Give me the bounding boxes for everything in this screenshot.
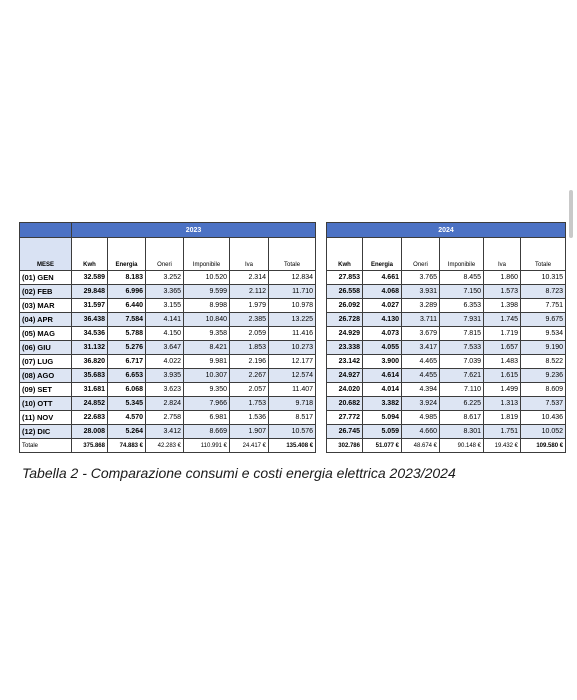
table-cell: 5.345 (108, 397, 146, 411)
table-cell: 2.758 (146, 411, 184, 425)
table-cell: 7.537 (521, 397, 566, 411)
table-cell: 26.728 (327, 313, 363, 327)
table-row (327, 327, 566, 341)
table-cell: 4.614 (363, 369, 402, 383)
table-cell: 3.935 (146, 369, 184, 383)
table-cell: 1.719 (484, 327, 521, 341)
table-cell: 8.455 (440, 271, 484, 285)
table-cell: 1.615 (484, 369, 521, 383)
table-cell: 6.068 (108, 383, 146, 397)
table-row (20, 397, 316, 411)
table-cell: 6.717 (108, 355, 146, 369)
table-cell: 4.660 (402, 425, 440, 439)
table-cell: 3.679 (402, 327, 440, 341)
table-cell: 2.314 (230, 271, 269, 285)
total-row (327, 439, 566, 453)
column-header-kwh: Kwh (72, 238, 108, 271)
table-cell: 26.558 (327, 285, 363, 299)
table-cell: 9.350 (184, 383, 230, 397)
table-cell: 27.772 (327, 411, 363, 425)
table-cell: 29.848 (72, 285, 108, 299)
table-cell: 7.751 (521, 299, 566, 313)
month-label: (08) AGO (20, 369, 72, 383)
table-cell: 10.840 (184, 313, 230, 327)
table-cell: 5.094 (363, 411, 402, 425)
table-cell: 3.765 (402, 271, 440, 285)
column-header-row (20, 238, 316, 271)
table-cell: 24.929 (327, 327, 363, 341)
table-cell: 4.455 (402, 369, 440, 383)
month-label: (06) GIU (20, 341, 72, 355)
table-cell: 23.142 (327, 355, 363, 369)
table-cell: 4.068 (363, 285, 402, 299)
column-header-iva: Iva (230, 238, 269, 271)
table-cell: 1.860 (484, 271, 521, 285)
table-cell: 10.978 (269, 299, 316, 313)
table-cell: 8.421 (184, 341, 230, 355)
table-row (20, 299, 316, 313)
table-cell: 4.394 (402, 383, 440, 397)
table-row (327, 369, 566, 383)
table-cell: 10.052 (521, 425, 566, 439)
table-cell: 5.059 (363, 425, 402, 439)
table-row (20, 285, 316, 299)
table-row (327, 341, 566, 355)
table-cell: 1.979 (230, 299, 269, 313)
table-cell: 6.225 (440, 397, 484, 411)
table-row (20, 383, 316, 397)
table-cell: 3.647 (146, 341, 184, 355)
table-cell: 31.597 (72, 299, 108, 313)
table-row (327, 355, 566, 369)
table-cell: 7.584 (108, 313, 146, 327)
month-label: (09) SET (20, 383, 72, 397)
table-cell: 9.599 (184, 285, 230, 299)
table-cell: 10.273 (269, 341, 316, 355)
table-cell: 7.815 (440, 327, 484, 341)
table-cell: 6.353 (440, 299, 484, 313)
table-2024 (326, 222, 566, 453)
table-cell: 2.057 (230, 383, 269, 397)
table-cell: 1.536 (230, 411, 269, 425)
total-cell: 42.283 € (146, 439, 184, 453)
month-label: (05) MAG (20, 327, 72, 341)
table-cell: 2.824 (146, 397, 184, 411)
total-row (20, 439, 316, 453)
table-cell: 1.483 (484, 355, 521, 369)
column-header-totale: Totale (521, 238, 566, 271)
column-header-kwh: Kwh (327, 238, 363, 271)
table-cell: 26.745 (327, 425, 363, 439)
table-cell: 4.055 (363, 341, 402, 355)
table-cell: 8.517 (269, 411, 316, 425)
table-cell: 7.966 (184, 397, 230, 411)
total-cell: 74.883 € (108, 439, 146, 453)
total-cell: 110.991 € (184, 439, 230, 453)
table-cell: 4.150 (146, 327, 184, 341)
table-cell: 1.753 (230, 397, 269, 411)
column-header-energia: Energia (108, 238, 146, 271)
year-header: 2024 (327, 223, 566, 238)
month-label: (07) LUG (20, 355, 72, 369)
table-cell: 11.710 (269, 285, 316, 299)
table-cell: 1.745 (484, 313, 521, 327)
table-cell: 10.315 (521, 271, 566, 285)
table-cell: 3.289 (402, 299, 440, 313)
total-cell: 19.432 € (484, 439, 521, 453)
table-cell: 36.820 (72, 355, 108, 369)
table-cell: 13.225 (269, 313, 316, 327)
table-cell: 12.574 (269, 369, 316, 383)
table-cell: 23.338 (327, 341, 363, 355)
table-cell: 8.669 (184, 425, 230, 439)
table-cell: 2.385 (230, 313, 269, 327)
table-cell: 9.190 (521, 341, 566, 355)
table-row (20, 271, 316, 285)
table-cell: 1.751 (484, 425, 521, 439)
scrollbar-thumb[interactable] (569, 190, 573, 238)
table-cell: 20.682 (327, 397, 363, 411)
table-cell: 3.252 (146, 271, 184, 285)
table-cell: 27.853 (327, 271, 363, 285)
column-header-imponibile: Imponibile (440, 238, 484, 271)
total-label: Totale (20, 439, 72, 453)
table-cell: 31.132 (72, 341, 108, 355)
table-cell: 2.267 (230, 369, 269, 383)
table-cell: 1.499 (484, 383, 521, 397)
table-cell: 1.398 (484, 299, 521, 313)
table-cell: 5.264 (108, 425, 146, 439)
table-cell: 4.465 (402, 355, 440, 369)
column-header-imponibile: Imponibile (184, 238, 230, 271)
table-row (327, 411, 566, 425)
table-cell: 34.536 (72, 327, 108, 341)
year-header-blank (20, 223, 72, 238)
table-cell: 8.522 (521, 355, 566, 369)
total-cell: 24.417 € (230, 439, 269, 453)
month-label: (01) GEN (20, 271, 72, 285)
table-cell: 9.981 (184, 355, 230, 369)
table-row (20, 327, 316, 341)
table-cell: 10.520 (184, 271, 230, 285)
total-cell: 51.077 € (363, 439, 402, 453)
table-cell: 1.819 (484, 411, 521, 425)
month-label: (11) NOV (20, 411, 72, 425)
year-header-row (20, 223, 316, 238)
table-cell: 10.307 (184, 369, 230, 383)
table-cell: 10.436 (521, 411, 566, 425)
table-cell: 35.683 (72, 369, 108, 383)
table-cell: 4.570 (108, 411, 146, 425)
table-cell: 2.059 (230, 327, 269, 341)
month-label: (03) MAR (20, 299, 72, 313)
table-cell: 11.407 (269, 383, 316, 397)
table-cell: 22.683 (72, 411, 108, 425)
table-cell: 36.438 (72, 313, 108, 327)
table-cell: 3.382 (363, 397, 402, 411)
table-cell: 4.014 (363, 383, 402, 397)
table-cell: 6.981 (184, 411, 230, 425)
total-cell: 109.580 € (521, 439, 566, 453)
column-header-row (327, 238, 566, 271)
table-row (327, 425, 566, 439)
table-cell: 10.576 (269, 425, 316, 439)
table-cell: 8.723 (521, 285, 566, 299)
table-cell: 8.617 (440, 411, 484, 425)
table-cell: 7.150 (440, 285, 484, 299)
table-cell: 1.907 (230, 425, 269, 439)
table-cell: 8.301 (440, 425, 484, 439)
table-row (20, 355, 316, 369)
table-cell: 8.609 (521, 383, 566, 397)
table-row (20, 341, 316, 355)
table-cell: 1.313 (484, 397, 521, 411)
column-header-oneri: Oneri (402, 238, 440, 271)
table-cell: 7.533 (440, 341, 484, 355)
table-cell: 7.931 (440, 313, 484, 327)
table-cell: 24.852 (72, 397, 108, 411)
table-cell: 4.141 (146, 313, 184, 327)
month-label: (04) APR (20, 313, 72, 327)
total-cell: 90.148 € (440, 439, 484, 453)
table-cell: 4.661 (363, 271, 402, 285)
year-header: 2023 (72, 223, 316, 238)
table-cell: 5.276 (108, 341, 146, 355)
table-cell: 3.417 (402, 341, 440, 355)
year-header-row (327, 223, 566, 238)
table-cell: 11.416 (269, 327, 316, 341)
table-cell: 1.573 (484, 285, 521, 299)
table-cell: 7.110 (440, 383, 484, 397)
table-cell: 9.675 (521, 313, 566, 327)
table-cell: 4.073 (363, 327, 402, 341)
column-header-energia: Energia (363, 238, 402, 271)
table-row (327, 299, 566, 313)
table-row (20, 369, 316, 383)
table-cell: 3.924 (402, 397, 440, 411)
month-label: (10) OTT (20, 397, 72, 411)
table-cell: 4.130 (363, 313, 402, 327)
column-header-iva: Iva (484, 238, 521, 271)
table-cell: 9.718 (269, 397, 316, 411)
table-row (20, 425, 316, 439)
table-cell: 31.681 (72, 383, 108, 397)
table-cell: 26.092 (327, 299, 363, 313)
total-cell: 375.868 (72, 439, 108, 453)
table-cell: 1.657 (484, 341, 521, 355)
table-cell: 8.183 (108, 271, 146, 285)
month-label: (12) DIC (20, 425, 72, 439)
table-row (327, 383, 566, 397)
table-cell: 2.196 (230, 355, 269, 369)
table-cell: 3.412 (146, 425, 184, 439)
table-cell: 4.027 (363, 299, 402, 313)
table-cell: 3.623 (146, 383, 184, 397)
table-cell: 9.534 (521, 327, 566, 341)
column-header-totale: Totale (269, 238, 316, 271)
month-column-header: MESE (20, 238, 72, 271)
table-row (327, 271, 566, 285)
table-cell: 9.236 (521, 369, 566, 383)
table-cell: 3.155 (146, 299, 184, 313)
table-row (20, 411, 316, 425)
table-cell: 12.834 (269, 271, 316, 285)
column-header-oneri: Oneri (146, 238, 184, 271)
table-cell: 24.020 (327, 383, 363, 397)
table-cell: 6.996 (108, 285, 146, 299)
table-cell: 5.788 (108, 327, 146, 341)
table-cell: 6.653 (108, 369, 146, 383)
table-2023 (19, 222, 316, 453)
table-cell: 28.008 (72, 425, 108, 439)
table-cell: 3.365 (146, 285, 184, 299)
table-cell: 3.931 (402, 285, 440, 299)
table-cell: 7.039 (440, 355, 484, 369)
table-cell: 1.853 (230, 341, 269, 355)
table-cell: 12.177 (269, 355, 316, 369)
total-cell: 302.786 (327, 439, 363, 453)
table-cell: 3.711 (402, 313, 440, 327)
table-row (20, 313, 316, 327)
table-cell: 6.440 (108, 299, 146, 313)
table-cell: 2.112 (230, 285, 269, 299)
total-cell: 135.408 € (269, 439, 316, 453)
table-cell: 4.985 (402, 411, 440, 425)
table-cell: 32.589 (72, 271, 108, 285)
table-row (327, 313, 566, 327)
table-row (327, 285, 566, 299)
table-cell: 3.900 (363, 355, 402, 369)
table-row (327, 397, 566, 411)
table-cell: 7.621 (440, 369, 484, 383)
month-label: (02) FEB (20, 285, 72, 299)
table-cell: 8.998 (184, 299, 230, 313)
table-cell: 9.358 (184, 327, 230, 341)
table-cell: 24.927 (327, 369, 363, 383)
table-cell: 4.022 (146, 355, 184, 369)
total-cell: 48.674 € (402, 439, 440, 453)
table-caption: Tabella 2 - Comparazione consumi e costi energia elettrica 2023/2024 (22, 465, 456, 481)
